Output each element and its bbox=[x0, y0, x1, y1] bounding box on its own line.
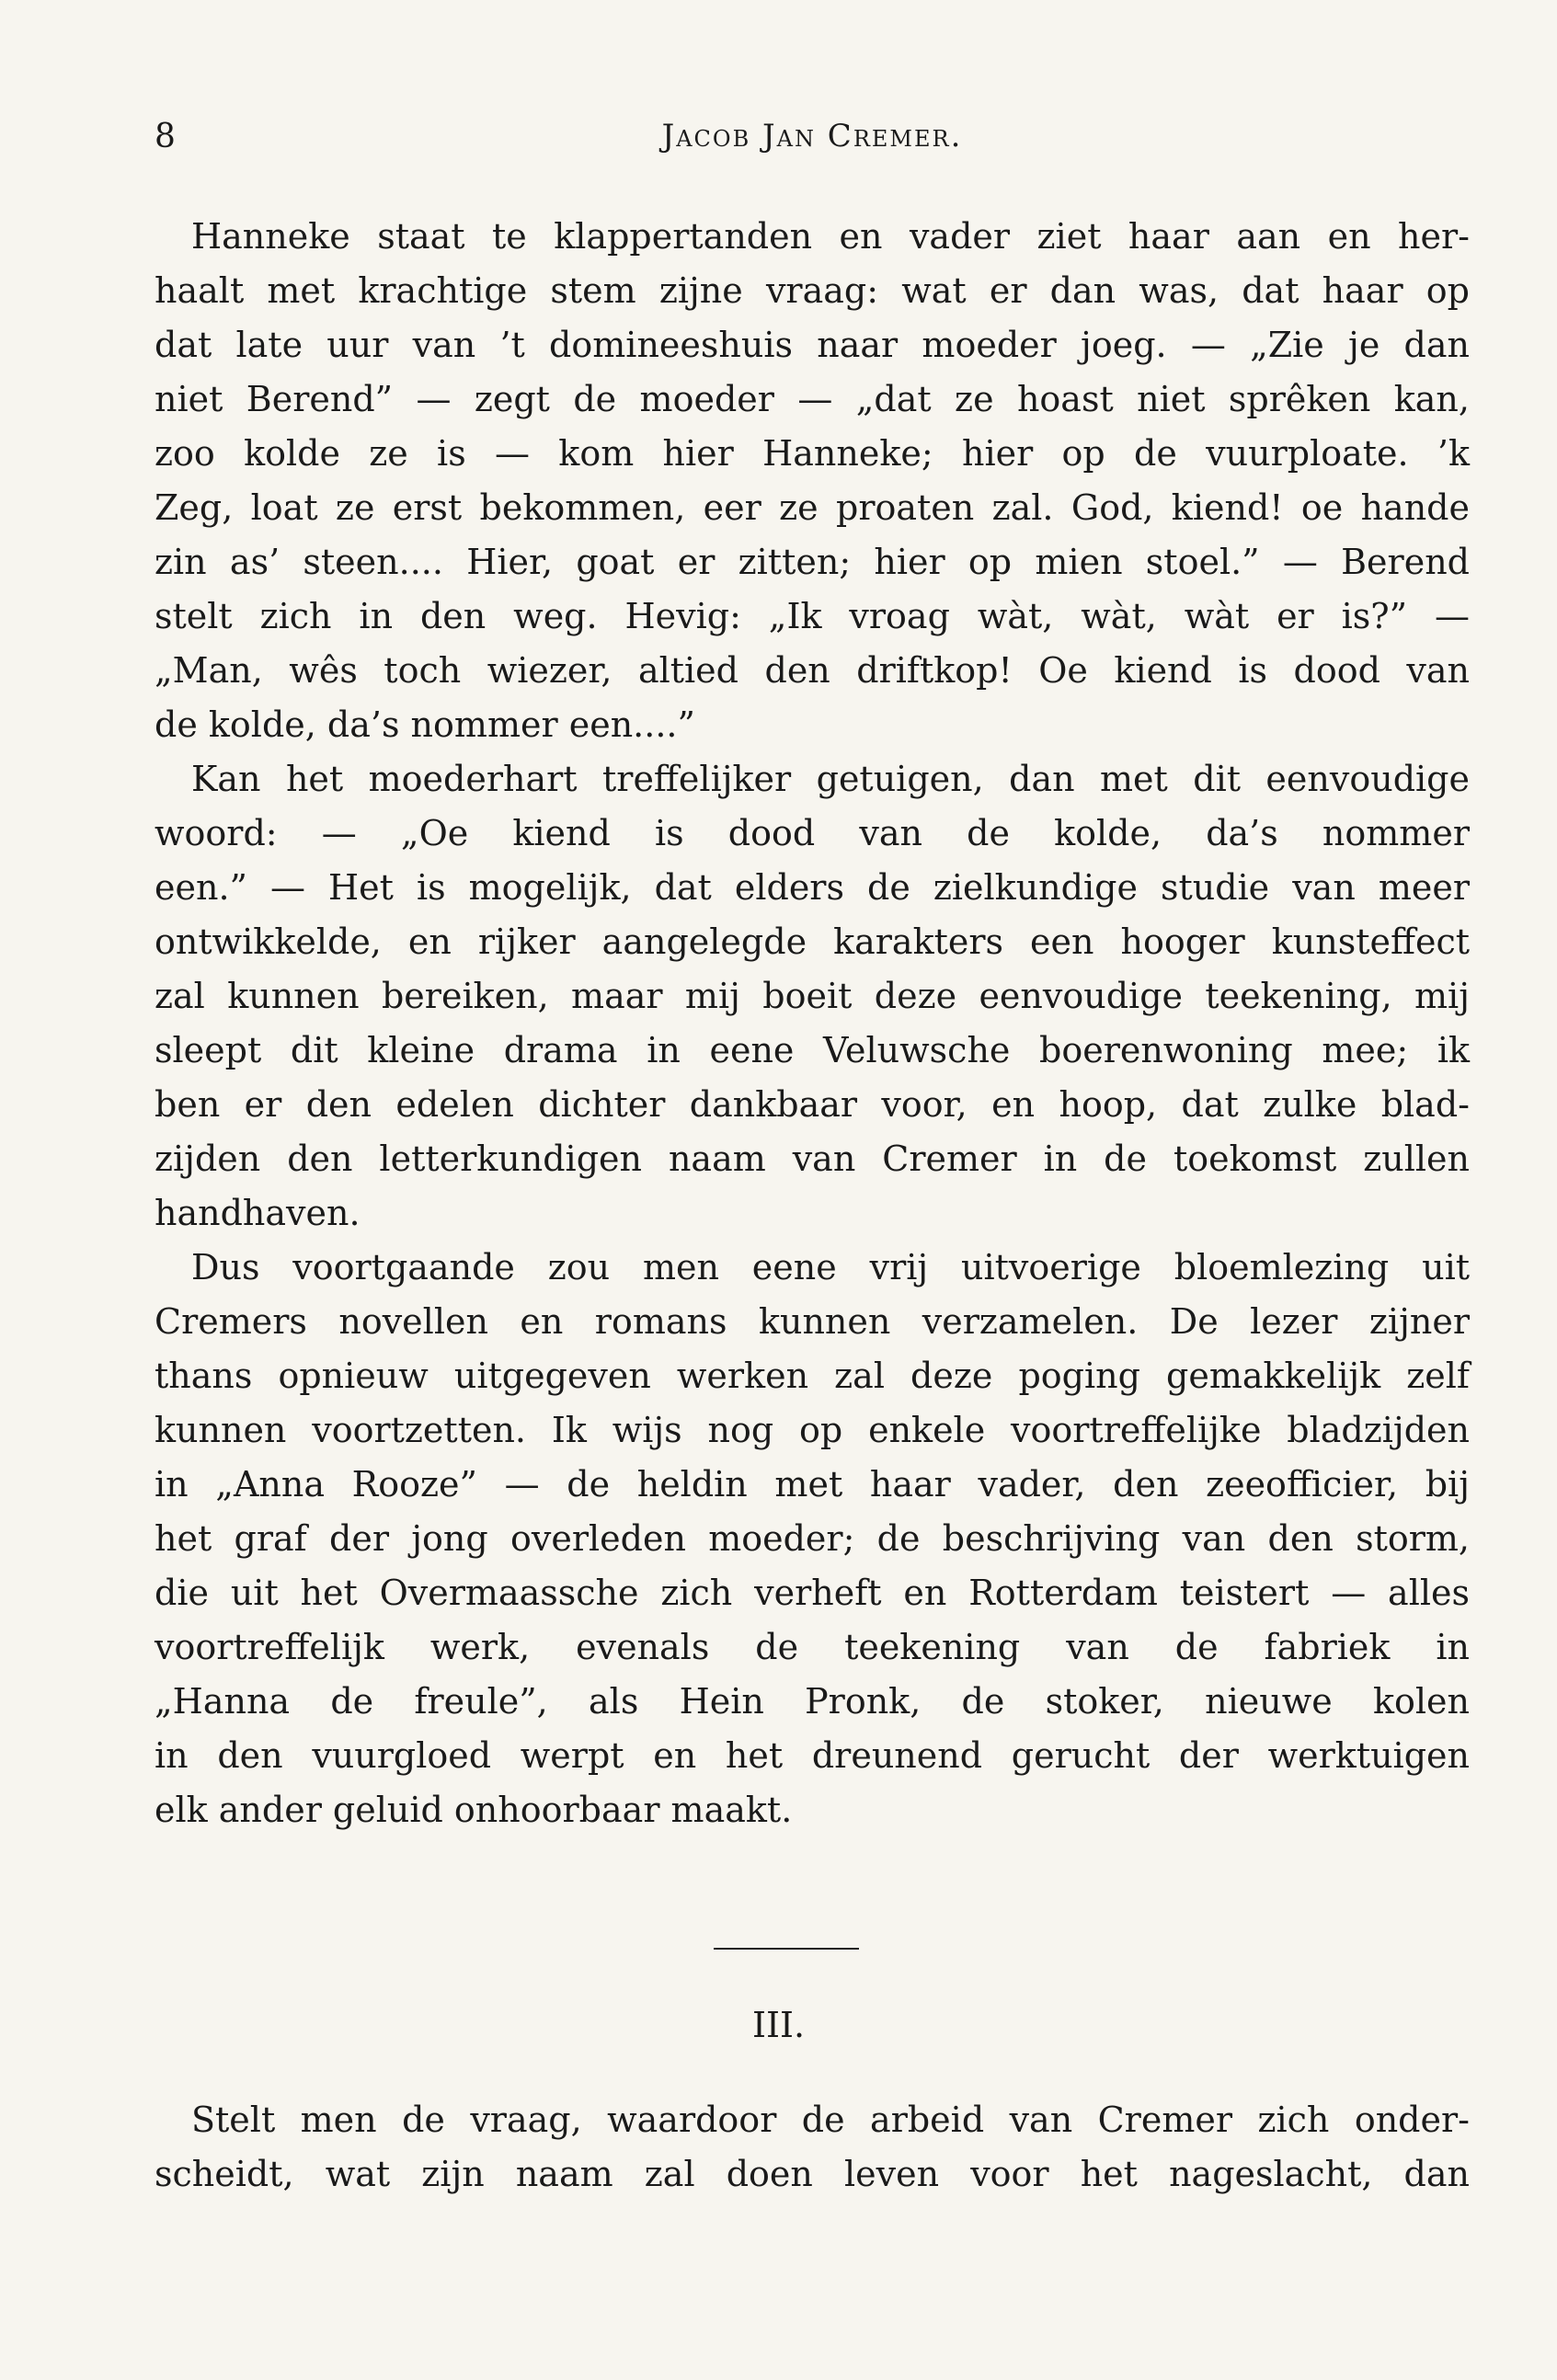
text-line: de kolde, da’s nommer een....” bbox=[155, 704, 695, 745]
text-line: een.” — Het is mogelijk, dat elders de zielkundige studie van meer bbox=[155, 867, 1470, 908]
text-line: „Man, wês toch wiezer, altied den driftkop! Oe kiend is dood van bbox=[155, 650, 1470, 691]
paragraph-2 bbox=[155, 752, 1470, 1241]
text-line: zijden den letterkundigen naam van Cremer in de toekomst zullen bbox=[155, 1139, 1470, 1179]
text-line: Stelt men de vraag, waardoor de arbeid van Cremer zich onder- bbox=[191, 2100, 1470, 2140]
text-line: haalt met krachtige stem zijne vraag: wat er dan was, dat haar op bbox=[155, 270, 1470, 311]
text-line: elk ander geluid onhoorbaar maakt. bbox=[155, 1790, 793, 1830]
text-line: ontwikkelde, en rijker aangelegde karakters een hooger kunsteffect bbox=[155, 921, 1470, 962]
text-line: zin as’ steen.... Hier, goat er zitten; hier op mien stoel.” — Berend bbox=[155, 542, 1470, 582]
section-text bbox=[155, 2093, 1470, 2202]
running-title: Jacob Jan Cremer. bbox=[661, 118, 963, 154]
text-line: Cremers novellen en romans kunnen verzamelen. De lezer zijner bbox=[155, 1301, 1470, 1342]
text-line: Hanneke staat te klappertanden en vader ziet haar aan en her- bbox=[191, 216, 1470, 257]
text-line: scheidt, wat zijn naam zal doen leven voor het nageslacht, dan bbox=[155, 2154, 1470, 2194]
text-line: handhaven. bbox=[155, 1193, 361, 1233]
section-heading: III. bbox=[751, 2005, 806, 2045]
text-line: in „Anna Rooze” — de heldin met haar vader, den zeeofficier, bij bbox=[155, 1464, 1470, 1505]
text-line: die uit het Overmaassche zich verheft en Rotterdam teistert — alles bbox=[155, 1573, 1470, 1613]
text-line: kunnen voortzetten. Ik wijs nog op enkele voortreffelijke bladzijden bbox=[155, 1410, 1470, 1450]
paragraph-3 bbox=[155, 1241, 1470, 1837]
text-line: in den vuurgloed werpt en het dreunend gerucht der werktuigen bbox=[155, 1735, 1470, 1776]
text-line: „Hanna de freule”, als Hein Pronk, de stoker, nieuwe kolen bbox=[155, 1681, 1470, 1722]
text-line: Dus voortgaande zou men eene vrij uitvoerige bloemlezing uit bbox=[191, 1247, 1470, 1287]
text-line: sleept dit kleine drama in eene Veluwsche boerenwoning mee; ik bbox=[155, 1030, 1470, 1070]
page-number: 8 bbox=[155, 118, 176, 155]
paragraph-1 bbox=[155, 210, 1470, 752]
text-line: het graf der jong overleden moeder; de beschrijving van den storm, bbox=[155, 1518, 1470, 1559]
text-line: voortreffelijk werk, evenals de teekening van de fabriek in bbox=[155, 1627, 1470, 1667]
section-divider bbox=[714, 1948, 859, 1950]
text-line: stelt zich in den weg. Hevig: „Ik vroag wàt, wàt, wàt er is?” — bbox=[155, 596, 1470, 636]
text-line: Zeg, loat ze erst bekommen, eer ze proaten zal. God, kiend! oe hande bbox=[155, 487, 1470, 528]
text-line: Kan het moederhart treffelijker getuigen, dan met dit eenvoudige bbox=[191, 759, 1470, 799]
text-line: thans opnieuw uitgegeven werken zal deze poging gemakkelijk zelf bbox=[155, 1356, 1470, 1396]
page-header bbox=[155, 118, 1470, 173]
text-line: zoo kolde ze is — kom hier Hanneke; hier op de vuurploate. ’k bbox=[155, 433, 1470, 474]
text-line: niet Berend” — zegt de moeder — „dat ze hoast niet sprêken kan, bbox=[155, 379, 1470, 419]
text-line: woord: — „Oe kiend is dood van de kolde, da’s nommer bbox=[155, 813, 1470, 853]
text-line: dat late uur van ’t domineeshuis naar moeder joeg. — „Zie je dan bbox=[155, 325, 1470, 365]
text-line: ben er den edelen dichter dankbaar voor, en hoop, dat zulke blad- bbox=[155, 1084, 1470, 1125]
text-line: zal kunnen bereiken, maar mij boeit deze eenvoudige teekening, mij bbox=[155, 976, 1470, 1016]
body-text bbox=[155, 210, 1470, 1837]
